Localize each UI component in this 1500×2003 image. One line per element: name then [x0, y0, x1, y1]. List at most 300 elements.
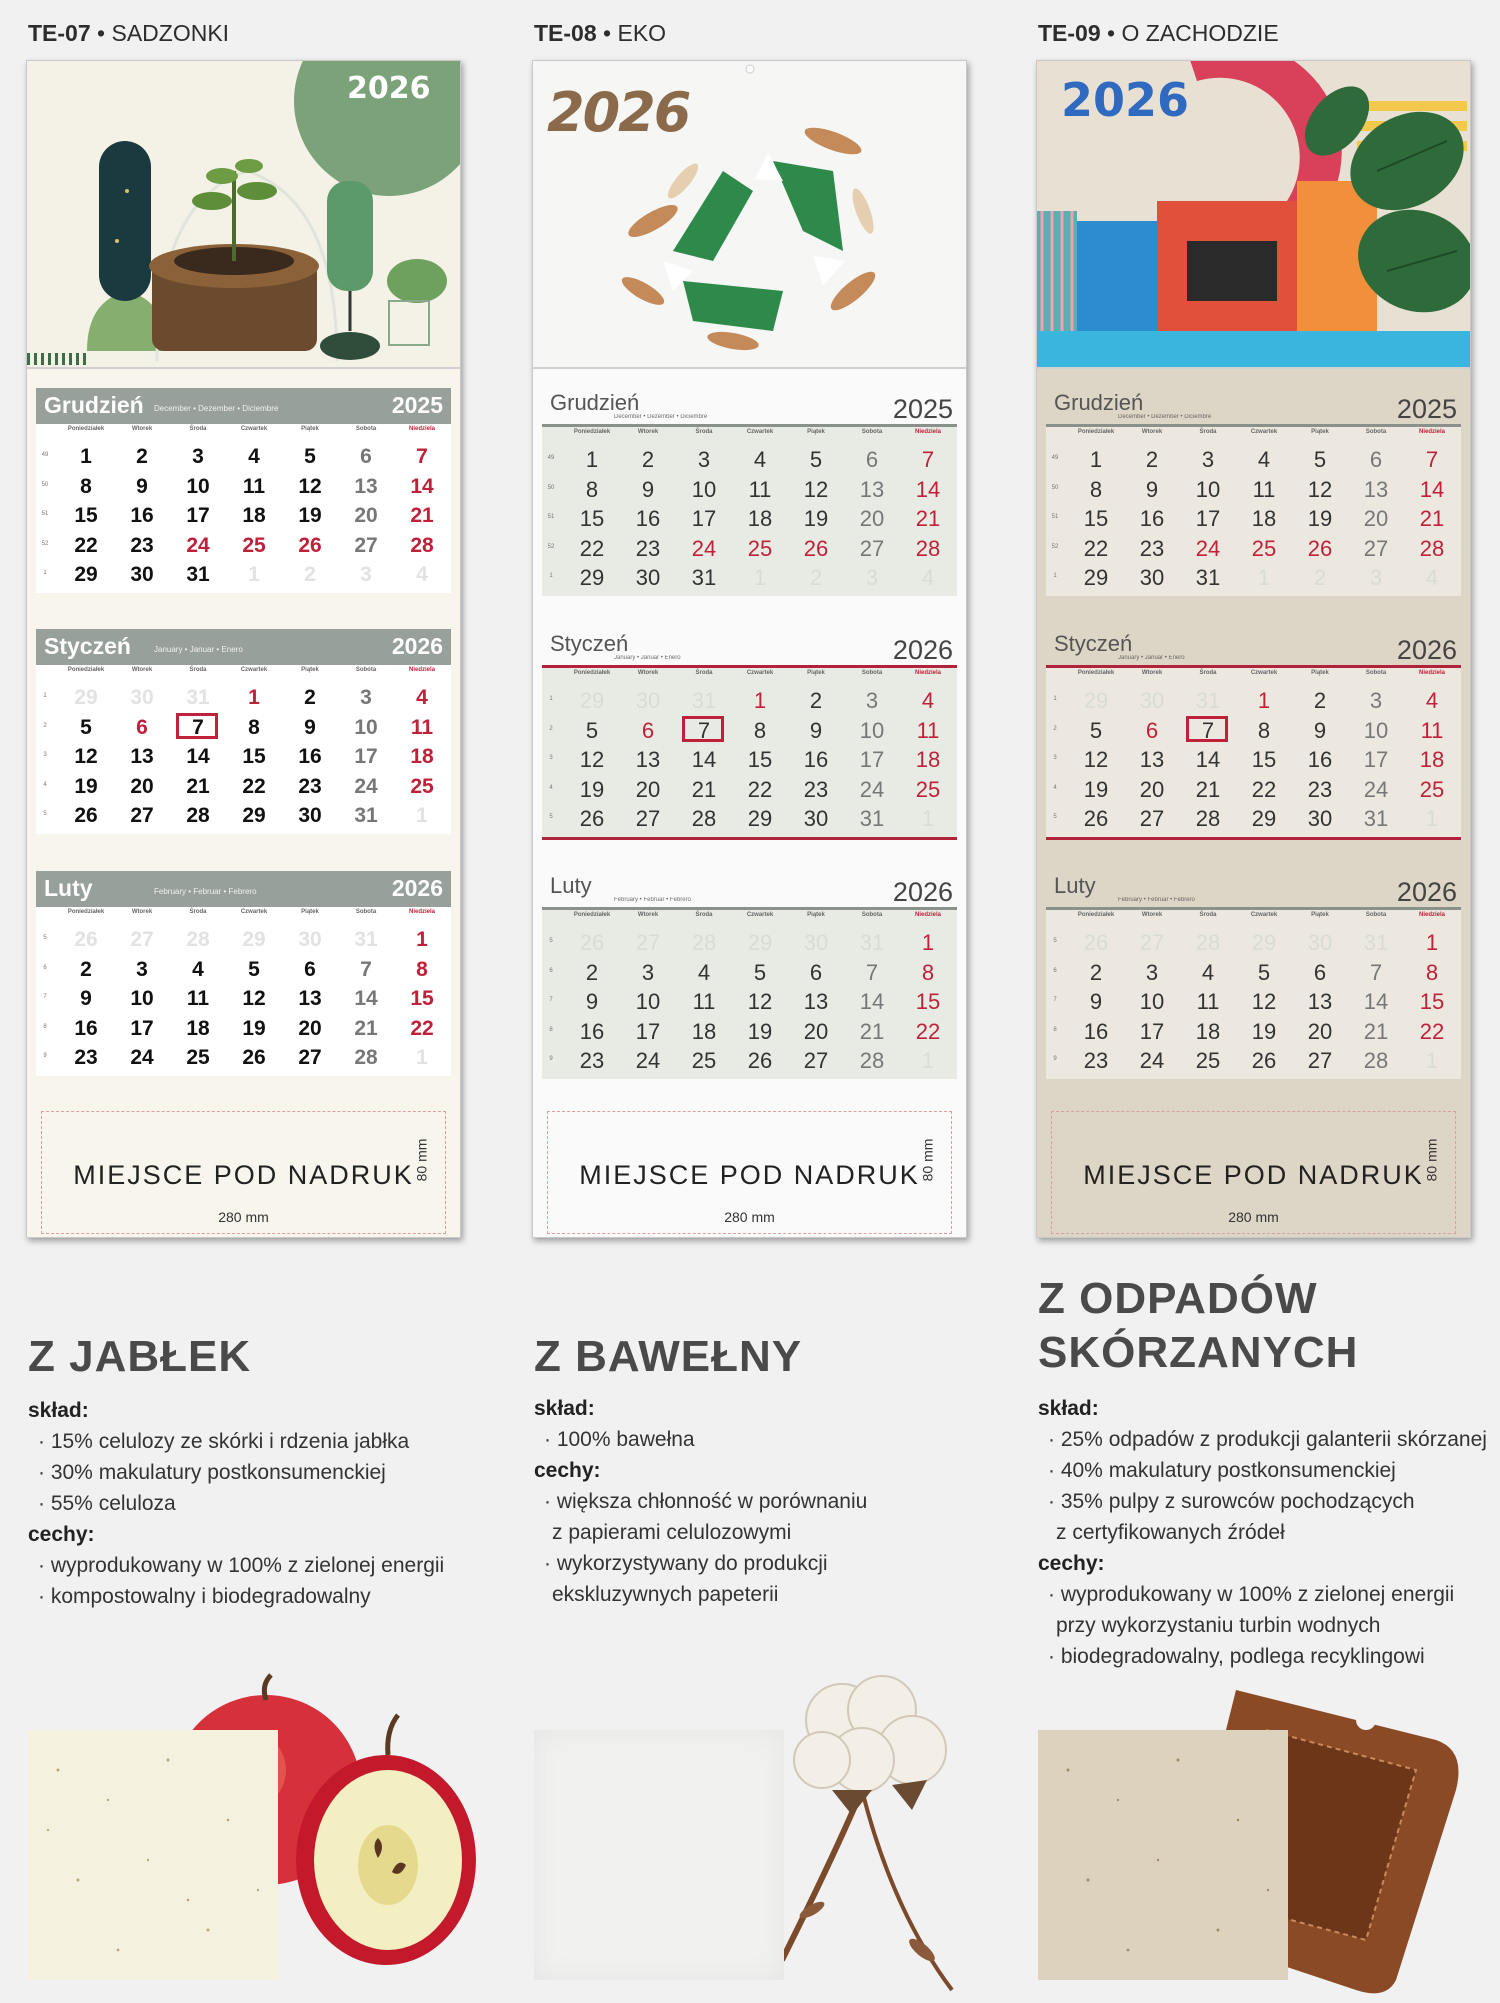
imprint-width: 280 mm: [1228, 1209, 1279, 1225]
month-year: 2026: [892, 635, 953, 665]
day-cell: 24: [186, 533, 210, 557]
month-grid: [542, 910, 957, 1079]
description-text: biodegradowalny, podlega recyklingowi: [1060, 1645, 1425, 1668]
day-cell: 25: [915, 776, 941, 802]
month-subtitle: February • Februar • Febrero: [154, 887, 257, 896]
weekday-label: Czwartek: [240, 909, 268, 915]
month-year: 2026: [391, 633, 443, 659]
month-subtitle: January • Januar • Enero: [1118, 655, 1185, 661]
day-cell: 27: [130, 928, 154, 951]
week-row: [542, 960, 957, 989]
day-cell: 16: [635, 506, 661, 531]
day-cell: 4: [697, 959, 711, 985]
month-year: 2026: [892, 877, 953, 907]
weekday-label: Środa: [695, 429, 713, 435]
month-header: [542, 629, 957, 668]
weekday-label: Piątek: [807, 670, 825, 676]
day-cell: 12: [242, 987, 266, 1010]
day-cell: 3: [1145, 959, 1159, 985]
weekday-label: Środa: [1199, 670, 1217, 676]
product-code: TE-09 • O ZACHODZIE: [1038, 20, 1279, 46]
week-row: [1046, 777, 1461, 806]
day-cell: 16: [1307, 747, 1333, 772]
day-cell: 28: [1363, 1048, 1389, 1073]
day-cell: 3: [192, 445, 204, 468]
day-cell: 17: [1363, 747, 1389, 772]
day-cell: 5: [809, 447, 823, 472]
day-cell: 14: [410, 474, 434, 498]
week-row: [36, 803, 451, 832]
week-number: 1: [549, 696, 553, 702]
week-number: 5: [549, 938, 553, 944]
description-item: · wykorzystywany do produkcji: [544, 1552, 828, 1575]
day-cell: 14: [915, 476, 941, 502]
weekday-label: Czwartek: [746, 912, 774, 918]
weekday-label: Sobota: [861, 670, 883, 676]
day-cell: 26: [579, 930, 605, 955]
imprint-height: 80 mm: [1423, 1138, 1440, 1182]
week-number: 5: [1053, 938, 1057, 944]
day-cell: 2: [304, 563, 316, 586]
day-cell: 27: [1139, 930, 1165, 955]
description-text: wyprodukowany w 100% z zielonej energii: [50, 1554, 445, 1577]
weekday-label: Poniedziałek: [67, 909, 105, 915]
day-cell: 6: [1313, 959, 1327, 985]
day-cell: 7: [1180, 718, 1236, 744]
day-cell: 15: [410, 987, 434, 1010]
day-cell: 10: [186, 474, 210, 498]
month-grid: [1046, 910, 1461, 1079]
week-row: [542, 930, 957, 959]
day-cell: 2: [1313, 688, 1327, 713]
day-cell: 28: [915, 535, 941, 561]
day-cell: 1: [1257, 688, 1271, 713]
month-year: 2025: [391, 392, 443, 418]
day-cell: 1: [1089, 447, 1103, 472]
day-cell: 4: [192, 957, 204, 981]
day-cell: 20: [859, 506, 885, 531]
day-cell: 14: [1363, 989, 1389, 1014]
day-cell: 20: [130, 774, 154, 798]
month-subtitle: January • Januar • Enero: [614, 655, 681, 661]
day-cell: 30: [1307, 806, 1333, 831]
weekday-label: Czwartek: [240, 426, 268, 432]
description-item: · większa chłonność w porównaniu: [544, 1490, 868, 1513]
weekday-label: Czwartek: [240, 667, 268, 673]
day-cell: 11: [1252, 476, 1276, 502]
day-cell: 23: [635, 535, 661, 561]
day-cell: 5: [1257, 959, 1271, 985]
weekday-label: Czwartek: [746, 670, 774, 676]
day-cell: 24: [1195, 535, 1221, 561]
day-cell: 14: [1419, 476, 1445, 502]
weekday-label: Sobota: [355, 426, 377, 432]
material-title: [1038, 1272, 1358, 1380]
day-cell: 31: [859, 930, 885, 955]
week-row: [542, 989, 957, 1018]
week-row: [1046, 989, 1461, 1018]
weekday-label: Sobota: [1365, 912, 1387, 918]
day-cell: 29: [747, 806, 773, 831]
day-cell: 2: [136, 445, 148, 468]
day-cell: 12: [803, 476, 829, 502]
day-cell: 4: [1201, 959, 1215, 985]
day-cell: 1: [248, 686, 260, 709]
day-cell: 14: [186, 745, 210, 768]
imprint-width: 280 mm: [724, 1209, 775, 1225]
weekday-header: [36, 424, 451, 442]
material-description: [28, 1395, 444, 1612]
week-number: 1: [549, 573, 553, 579]
weekday-label: Sobota: [355, 667, 377, 673]
month-block: [36, 871, 451, 1076]
day-cell: 17: [635, 1018, 661, 1044]
weekday-label: Sobota: [861, 912, 883, 918]
day-cell: 2: [1089, 959, 1103, 985]
day-cell: 23: [1139, 535, 1165, 561]
week-row: [36, 1045, 451, 1074]
week-number: 6: [549, 967, 553, 974]
month-block: [1046, 871, 1461, 1076]
day-cell: 13: [298, 987, 322, 1010]
weekday-label: Poniedziałek: [1077, 912, 1115, 918]
day-cell: 26: [1083, 806, 1109, 831]
day-cell: 21: [410, 504, 434, 527]
day-cell: 16: [803, 747, 829, 772]
day-cell: 31: [1195, 688, 1221, 713]
week-row: [542, 1019, 957, 1048]
calendar-te09: [1036, 60, 1471, 1238]
week-number: 49: [41, 452, 49, 458]
day-cell: 19: [298, 504, 322, 527]
month-subtitle: February • Februar • Febrero: [614, 897, 691, 903]
day-cell: 25: [691, 1048, 717, 1073]
cechy-label: cechy:: [1038, 1552, 1105, 1575]
day-cell: 1: [585, 447, 599, 472]
week-row: [1046, 506, 1461, 535]
day-cell: 9: [304, 715, 316, 739]
imprint-height: 80 mm: [413, 1138, 430, 1182]
day-cell: 16: [1139, 506, 1165, 531]
day-cell: 18: [242, 504, 266, 527]
month-header: [1046, 388, 1461, 427]
week-number: 8: [1053, 1026, 1057, 1033]
day-cell: 25: [242, 533, 266, 557]
week-row: [1046, 747, 1461, 776]
day-cell: 4: [1425, 688, 1439, 713]
week-number: 51: [547, 514, 555, 520]
week-row: [542, 777, 957, 806]
day-cell: 1: [416, 928, 428, 951]
weekday-label: Wtorek: [637, 429, 659, 435]
day-cell: 22: [74, 533, 98, 557]
month-year: 2026: [1396, 635, 1457, 665]
weekday-header: [1046, 910, 1461, 928]
imprint-area: [41, 1111, 446, 1234]
weekday-label: Wtorek: [1141, 670, 1163, 676]
week-row: [542, 506, 957, 535]
day-cell: 31: [354, 804, 378, 827]
month-header: [542, 388, 957, 427]
day-cell: 29: [74, 563, 98, 586]
day-cell: 21: [1419, 506, 1445, 531]
day-cell: 3: [865, 565, 879, 590]
imprint-area: [547, 1111, 952, 1234]
product-code: TE-07 • SADZONKI: [28, 20, 230, 46]
day-cell: 29: [579, 688, 605, 713]
day-cell: 11: [916, 717, 940, 743]
day-cell: 12: [747, 989, 773, 1014]
week-row: [542, 1048, 957, 1077]
day-cell: 14: [691, 747, 717, 772]
day-cell: 23: [130, 533, 154, 557]
day-cell: 30: [1139, 565, 1165, 590]
week-number: 49: [547, 455, 555, 461]
week-number: 50: [1051, 484, 1059, 491]
week-row: [36, 503, 451, 532]
weekday-label: Czwartek: [1250, 429, 1278, 435]
imprint-label: MIEJSCE POD NADRUK: [1083, 1160, 1424, 1190]
week-number: 52: [1051, 543, 1059, 550]
month-year: 2026: [391, 875, 443, 901]
calendar-header-image: [533, 61, 966, 369]
day-cell: 10: [1363, 717, 1389, 743]
material-title-line: Z JABŁEK: [28, 1332, 252, 1381]
day-cell: 25: [747, 535, 773, 561]
weekday-label: Poniedziałek: [573, 912, 611, 918]
day-cell: 1: [1425, 806, 1439, 831]
day-cell: 11: [748, 476, 772, 502]
description-continuation: z certyfikowanych źródeł: [1056, 1521, 1285, 1544]
day-cell: 26: [74, 928, 98, 951]
material-title-line: SKÓRZANYCH: [1038, 1328, 1359, 1377]
day-cell: 20: [635, 776, 661, 802]
weekday-header: [542, 910, 957, 928]
description-item: · 30% makulatury postkonsumenckiej: [38, 1461, 386, 1484]
day-cell: 13: [354, 474, 378, 498]
week-row: [36, 744, 451, 773]
day-cell: 18: [1195, 1018, 1221, 1044]
day-cell: 19: [74, 774, 98, 798]
weekday-header: [542, 427, 957, 445]
header-year: 2026: [347, 71, 431, 106]
day-cell: 26: [1307, 535, 1333, 561]
weekday-label: Środa: [1199, 429, 1217, 435]
day-cell: 1: [1425, 930, 1439, 955]
day-cell: 17: [130, 1016, 154, 1040]
day-cell: 14: [1195, 747, 1221, 772]
weekday-label: Wtorek: [637, 912, 659, 918]
day-cell: 2: [809, 565, 823, 590]
week-number: 1: [1053, 696, 1057, 702]
day-cell: 12: [1251, 989, 1277, 1014]
day-cell: 12: [298, 474, 322, 498]
week-number: 4: [1053, 784, 1057, 791]
day-cell: 22: [1419, 1018, 1445, 1044]
month-grid: [1046, 427, 1461, 596]
day-cell: 3: [865, 688, 879, 713]
day-cell: 9: [641, 476, 655, 502]
day-cell: 8: [248, 715, 260, 739]
day-cell: 9: [1145, 476, 1159, 502]
week-number: 6: [1053, 967, 1057, 974]
day-cell: 30: [1139, 688, 1165, 713]
weekday-header: [1046, 668, 1461, 686]
weekday-label: Wtorek: [131, 909, 153, 915]
day-cell: 26: [1083, 930, 1109, 955]
week-number: 52: [547, 543, 555, 550]
day-cell: 18: [1419, 747, 1445, 772]
description-item: · kompostowalny i biodegradowalny: [38, 1585, 371, 1608]
month-accent-line: [1046, 837, 1461, 840]
description-text: kompostowalny i biodegradowalny: [50, 1585, 371, 1608]
imprint-height: 80 mm: [919, 1138, 936, 1182]
day-cell: 27: [298, 1046, 322, 1069]
material-title: [534, 1330, 802, 1384]
day-cell: 30: [1307, 930, 1333, 955]
day-cell: 15: [579, 506, 605, 531]
month-header: [1046, 629, 1461, 668]
week-row: [36, 444, 451, 473]
weekday-label: Środa: [695, 912, 713, 918]
weekday-label: Niedziela: [914, 429, 941, 435]
day-cell: 7: [921, 447, 935, 472]
day-cell: 21: [1363, 1018, 1389, 1044]
day-cell: 17: [354, 745, 378, 768]
weekday-label: Piątek: [1311, 912, 1329, 918]
week-row: [542, 536, 957, 565]
day-cell: 28: [186, 804, 210, 827]
day-cell: 1: [753, 688, 767, 713]
week-row: [36, 927, 451, 956]
weekday-label: Wtorek: [1141, 429, 1163, 435]
day-cell: 16: [298, 745, 322, 768]
weekday-label: Poniedziałek: [67, 426, 105, 432]
day-cell: 2: [1145, 447, 1159, 472]
weekday-label: Czwartek: [1250, 912, 1278, 918]
day-cell: 24: [354, 774, 378, 798]
day-cell: 31: [186, 563, 210, 586]
weekday-label: Piątek: [301, 667, 319, 673]
day-cell: 16: [579, 1018, 605, 1044]
day-cell: 6: [809, 959, 823, 985]
day-cell: 21: [915, 506, 941, 531]
day-cell: 21: [691, 776, 717, 802]
month-header: [542, 871, 957, 910]
day-cell: 24: [130, 1046, 154, 1069]
day-cell: 31: [859, 806, 885, 831]
day-cell: 15: [1083, 506, 1109, 531]
day-cell: 3: [136, 957, 148, 981]
day-cell: 25: [1251, 535, 1277, 561]
week-number: 5: [43, 811, 47, 817]
day-cell: 10: [859, 717, 885, 743]
day-cell: 2: [80, 957, 92, 981]
day-cell: 8: [416, 957, 428, 981]
day-cell: 24: [1363, 776, 1389, 802]
product-column-te09: [1036, 0, 1491, 1998]
day-cell: 21: [354, 1016, 378, 1040]
week-row: [36, 533, 451, 562]
week-number: 3: [1053, 755, 1057, 761]
day-cell: 15: [747, 747, 773, 772]
day-cell: 27: [130, 804, 154, 827]
day-cell: 29: [1083, 688, 1109, 713]
day-cell: 21: [859, 1018, 885, 1044]
imprint-area: [1051, 1111, 1456, 1234]
week-row: [1046, 930, 1461, 959]
day-cell: 13: [130, 745, 154, 768]
month-header: [36, 388, 451, 424]
day-cell: 2: [1313, 565, 1327, 590]
day-cell: 5: [753, 959, 767, 985]
week-row: [542, 747, 957, 776]
cechy-label: cechy:: [28, 1523, 95, 1546]
month-block: [542, 629, 957, 834]
day-cell: 19: [1083, 776, 1109, 802]
month-grid: [542, 427, 957, 596]
weekday-label: Niedziela: [1418, 912, 1445, 918]
day-cell: 3: [697, 447, 711, 472]
day-cell: 28: [354, 1046, 378, 1069]
day-cell: 1: [416, 1046, 428, 1069]
weekday-label: Piątek: [1311, 429, 1329, 435]
day-cell: 25: [186, 1046, 210, 1069]
week-row: [1046, 565, 1461, 594]
weekday-label: Niedziela: [1418, 670, 1445, 676]
imprint-label: MIEJSCE POD NADRUK: [579, 1160, 920, 1190]
day-cell: 13: [1139, 747, 1165, 772]
description-text: 35% pulpy z surowców pochodzących: [1060, 1490, 1415, 1513]
day-cell: 3: [641, 959, 655, 985]
day-cell: 30: [635, 688, 661, 713]
day-cell: 4: [1425, 565, 1439, 590]
day-cell: 1: [416, 804, 428, 827]
week-number: 4: [549, 784, 553, 791]
month-year: 2025: [892, 394, 953, 424]
day-cell: 12: [579, 747, 605, 772]
weekday-label: Niedziela: [914, 912, 941, 918]
day-cell: 3: [360, 686, 372, 709]
month-subtitle: January • Januar • Enero: [154, 645, 243, 654]
day-cell: 30: [803, 806, 829, 831]
day-cell: 9: [1089, 989, 1103, 1014]
week-number: 7: [1053, 997, 1057, 1003]
day-cell: 23: [74, 1046, 98, 1069]
day-cell: 5: [1313, 447, 1327, 472]
day-cell: 24: [635, 1048, 661, 1073]
day-cell: 27: [635, 930, 661, 955]
week-row: [1046, 1048, 1461, 1077]
day-cell: 8: [1257, 717, 1271, 743]
day-cell: 6: [641, 717, 655, 743]
day-cell: 29: [74, 686, 98, 709]
day-cell: 25: [1419, 776, 1445, 802]
day-cell: 31: [186, 686, 210, 709]
paper-swatch: [1038, 1730, 1288, 1980]
product-column-te07: [26, 0, 481, 1998]
week-number: 3: [549, 755, 553, 761]
description-item: · 40% makulatury postkonsumenckiej: [1048, 1459, 1396, 1482]
day-cell: 20: [298, 1016, 322, 1040]
week-number: 6: [43, 964, 47, 971]
day-cell: 13: [1363, 476, 1389, 502]
day-cell: 23: [298, 774, 322, 798]
weekday-label: Sobota: [861, 429, 883, 435]
day-cell: 22: [410, 1016, 434, 1040]
week-number: 2: [43, 722, 47, 729]
month-subtitle: December • Dezember • Diciembre: [1118, 414, 1212, 420]
